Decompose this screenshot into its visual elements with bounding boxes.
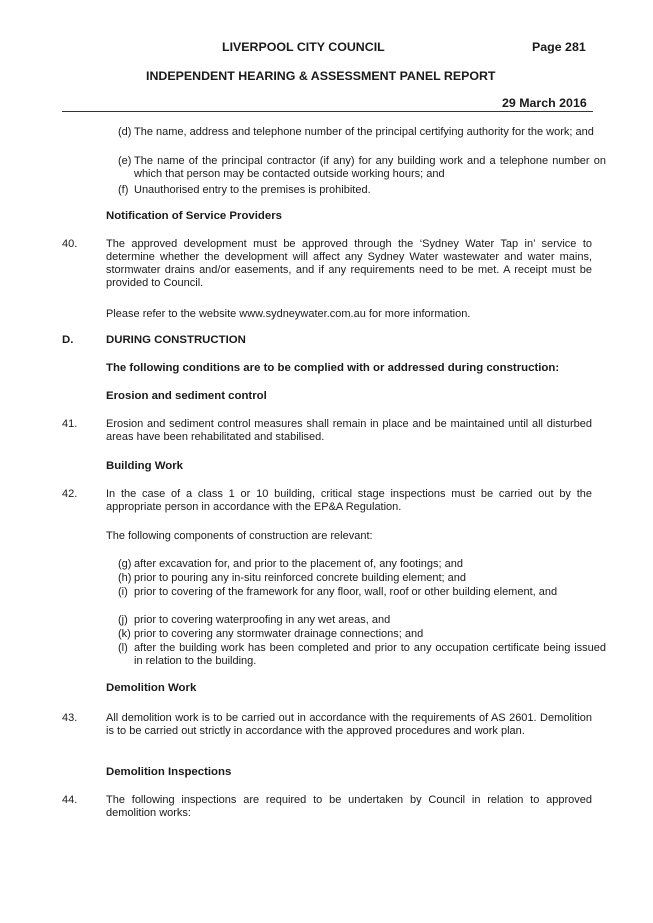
condition-number: 41. bbox=[62, 418, 78, 430]
list-item-label: (e) bbox=[118, 155, 132, 167]
report-date: 29 March 2016 bbox=[502, 96, 587, 110]
list-item-text: prior to covering any stormwater drainage connections; and bbox=[134, 628, 424, 640]
section-heading: Notification of Service Providers bbox=[106, 210, 282, 222]
condition-text: In the case of a class 1 or 10 building, critical stage inspections must be carried out by the appropriate person in accordance with the EP&A Regulation. bbox=[106, 488, 592, 513]
condition-text: Erosion and sediment control measures shall remain in place and be maintained until all disturbed areas have been rehabilitated and stabilised. bbox=[106, 418, 592, 443]
condition-number: 40. bbox=[62, 238, 78, 250]
list-item-label: (l) bbox=[118, 642, 128, 654]
condition-number: 43. bbox=[62, 712, 78, 724]
list-item-text: after excavation for, and prior to the placement of, any footings; and bbox=[134, 558, 463, 570]
section-heading: Demolition Work bbox=[106, 682, 197, 694]
list-item-label: (d) bbox=[118, 126, 132, 138]
list-item-text: The name of the principal contractor (if any) for any building work and a telephone number on which that person may be contacted outside working hours; and bbox=[134, 155, 606, 180]
list-item-label: (i) bbox=[118, 586, 128, 598]
condition-number: 44. bbox=[62, 794, 78, 806]
page-number: Page 281 bbox=[532, 40, 586, 54]
header-divider bbox=[62, 111, 593, 112]
list-item-text: Unauthorised entry to the premises is prohibited. bbox=[134, 184, 371, 196]
condition-note: Please refer to the website www.sydneywater.com.au for more information. bbox=[106, 308, 471, 320]
condition-text: The approved development must be approved through the ‘Sydney Water Tap in’ service to determine whether the development will affect any Sydney Water wastewater and water mains, stormwater drains and/or easements, and if any requirements need to be met. A receipt must be provided to Council. bbox=[106, 238, 592, 289]
list-item-label: (k) bbox=[118, 628, 131, 640]
section-title: DURING CONSTRUCTION bbox=[106, 334, 246, 346]
list-item-label: (j) bbox=[118, 614, 128, 626]
list-item-text: prior to covering of the framework for any floor, wall, roof or other building element, and bbox=[134, 586, 558, 598]
report-title: INDEPENDENT HEARING & ASSESSMENT PANEL REPORT bbox=[146, 69, 496, 83]
list-item-text: The name, address and telephone number of the principal certifying authority for the work; and bbox=[134, 126, 594, 138]
list-item-text: after the building work has been completed and prior to any occupation certificate being issued in relation to the building. bbox=[134, 642, 606, 667]
condition-text: All demolition work is to be carried out in accordance with the requirements of AS 2601. Demolition is to be carried out strictly in accordance with the approved procedures and work plan. bbox=[106, 712, 592, 737]
list-item-label: (f) bbox=[118, 184, 129, 196]
list-item-text: prior to pouring any in-situ reinforced concrete building element; and bbox=[134, 572, 467, 584]
condition-text: The following inspections are required to be undertaken by Council in relation to approved demolition works: bbox=[106, 794, 592, 819]
section-intro: The following conditions are to be complied with or addressed during construction: bbox=[106, 362, 560, 374]
section-letter: D. bbox=[62, 334, 74, 346]
list-item-label: (g) bbox=[118, 558, 132, 570]
list-item-label: (h) bbox=[118, 572, 132, 584]
section-heading: Demolition Inspections bbox=[106, 766, 232, 778]
section-heading: Building Work bbox=[106, 460, 183, 472]
council-name: LIVERPOOL CITY COUNCIL bbox=[222, 40, 385, 54]
list-item-text: prior to covering waterproofing in any wet areas, and bbox=[134, 614, 391, 626]
condition-intro: The following components of construction are relevant: bbox=[106, 530, 373, 542]
section-heading: Erosion and sediment control bbox=[106, 390, 267, 402]
condition-number: 42. bbox=[62, 488, 78, 500]
